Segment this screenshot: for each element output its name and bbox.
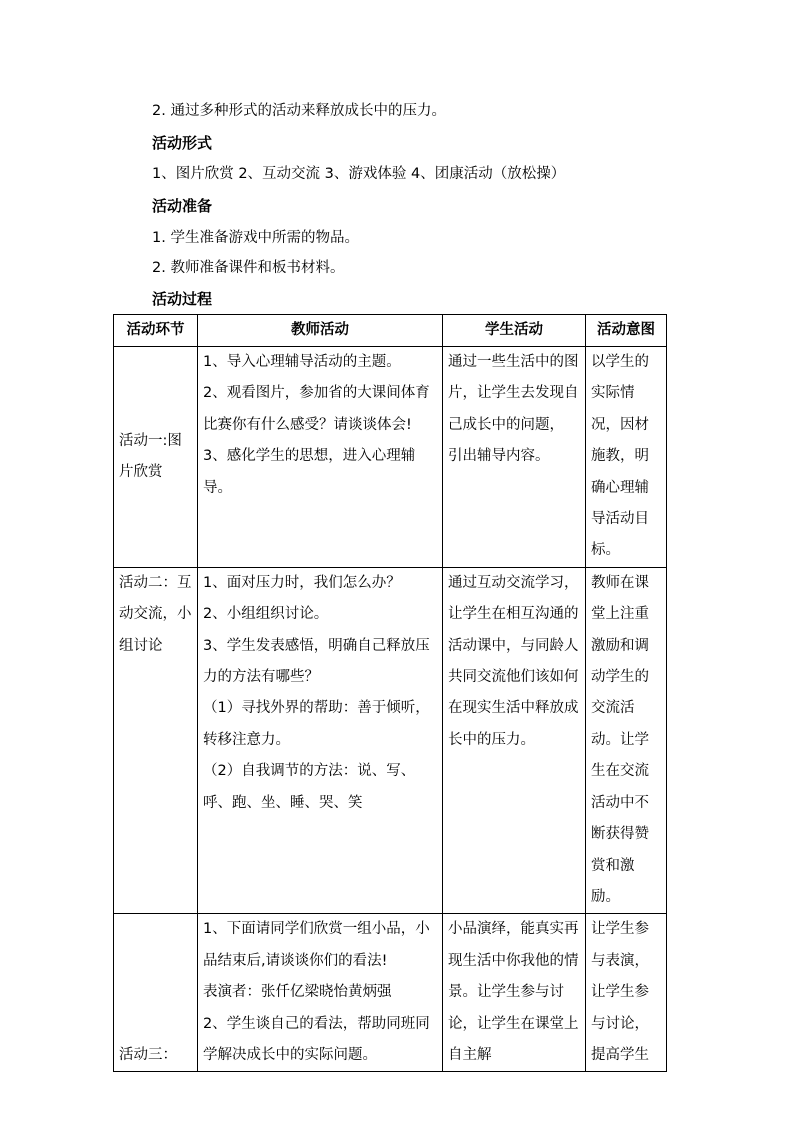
header-teacher: 教师活动 <box>198 315 443 347</box>
teacher-item: 3、学生发表感悟，明确自己释放压力的方法有哪些？ <box>203 637 430 686</box>
purpose-cell: 以学生的实际情况，因材施教，明确心理辅导活动目标。 <box>586 347 667 568</box>
teacher-item: （2）自我调节的方法：说、写、呼、跑、坐、睡、哭、笑 <box>203 763 416 811</box>
purpose-cell: 教师在课堂上注重激励和调动学生的交流活动。让学生在交流活动中不断获得赞赏和激励。 <box>586 567 667 913</box>
form-heading: 活动形式 <box>152 134 213 152</box>
stage-cell: 活动二：互动交流，小组讨论 <box>114 567 198 913</box>
student-cell <box>443 347 586 568</box>
teacher-item: 1、面对压力时，我们怎么办？ <box>203 574 401 591</box>
student-item: 小品演绎，能真实再现生活中你我他的情景。让学生参与讨论，让学生在课堂上自主解 <box>448 921 579 1063</box>
process-heading: 活动过程 <box>152 290 213 308</box>
stage-cell: 活动三： <box>114 914 198 1072</box>
intro-line: 2. 通过多种形式的活动来释放成长中的压力。 <box>152 103 446 119</box>
purpose-cell: 让学生参与表演，让学生参与讨论，提高学生 <box>586 914 667 1072</box>
header-purpose: 活动意图 <box>586 315 667 347</box>
prep-item: 2. 教师准备课件和板书材料。 <box>152 260 345 276</box>
table-row <box>114 567 667 913</box>
teacher-cell <box>198 914 443 1072</box>
student-item: 通过一些生活中的图片，让学生去发现自己成长中的问题， <box>448 354 579 433</box>
prep-heading: 活动准备 <box>152 197 213 215</box>
teacher-item: 3、感化学生的思想，进入心理辅导。 <box>203 448 416 496</box>
table-row <box>114 914 667 1072</box>
teacher-item: 2、观看图片，参加省的大课间体育比赛你有什么感受？请谈谈体会! <box>203 385 430 433</box>
table-header-row <box>114 315 667 347</box>
activity-table <box>113 314 667 1072</box>
stage-cell: 活动一:图片欣赏 <box>114 347 198 568</box>
teacher-cell <box>198 347 443 568</box>
teacher-item: 表演者：张仟亿梁晓怡黄炳强 <box>203 984 392 1001</box>
student-cell <box>443 567 586 913</box>
student-item: 引出辅导内容。 <box>448 448 550 465</box>
teacher-item: 1、下面请同学们欣赏一组小品，小品结束后,请谈谈你们的看法! <box>203 921 430 969</box>
teacher-item: 2、小组组织讨论。 <box>203 606 329 623</box>
header-student: 学生活动 <box>443 315 586 347</box>
teacher-cell <box>198 567 443 913</box>
student-item: 通过互动交流学习，让学生在相互沟通的活动课中，与同龄人共同交流他们该如何在现实生活中释放成长中的压力。 <box>448 574 579 748</box>
prep-item: 1. 学生准备游戏中所需的物品。 <box>152 230 359 246</box>
table-row <box>114 347 667 568</box>
student-cell <box>443 914 586 1072</box>
form-text: 1、图片欣赏 2、互动交流 3、游戏体验 4、团康活动（放松操） <box>152 166 566 182</box>
teacher-item: 1、导入心理辅导活动的主题。 <box>203 354 401 370</box>
teacher-item: 2、学生谈自己的看法，帮助同班同学解决成长中的实际问题。 <box>203 1015 430 1063</box>
header-stage: 活动环节 <box>114 315 198 347</box>
teacher-item: （1）寻找外界的帮助：善于倾听，转移注意力。 <box>203 700 430 748</box>
